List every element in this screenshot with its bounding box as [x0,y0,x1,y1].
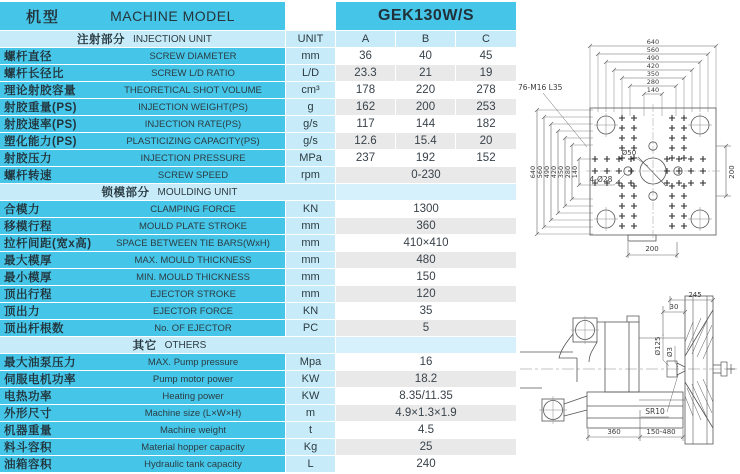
value-merged: 410×410 [336,235,517,252]
spec-row [0,286,517,303]
value-merged: 0-230 [336,167,517,184]
corner-holes-label: 4-Ø28 [589,175,613,184]
spec-row [0,235,517,252]
side-view-drawing [520,296,737,444]
section-title-cell [0,184,336,201]
label-en: SCREW L/D RATIO [151,67,235,79]
section-empty-cell [336,184,517,201]
dim-label: SR10 [645,407,665,416]
section-row-others [0,337,517,354]
value-c: 45 [456,48,517,65]
section-title-cn: 其它 [132,340,157,352]
side-view-dim-labels [607,291,701,436]
value-b: 220 [396,82,456,99]
value-b: 40 [396,48,456,65]
spec-row [0,99,517,116]
value-merged: 240 [336,456,517,473]
label-cn: 射胶压力 [4,153,52,165]
label-cn: 理论射胶容量 [4,85,76,97]
row-label-cell [0,116,286,133]
value-merged: 120 [336,286,517,303]
spec-row [0,218,517,235]
value-merged: 480 [336,252,517,269]
value-b: 192 [396,150,456,167]
bolt-hole-pattern [589,115,706,229]
section-title-en: INJECTION UNIT [133,33,212,45]
label-en: SPACE BETWEEN TIE BARS(WxH) [116,237,270,249]
section-title-cell [0,31,286,48]
row-label-cell [0,388,286,405]
spec-row [0,269,517,286]
row-label-cell [0,286,286,303]
unit-cell: KN [286,201,336,218]
machine-base [587,392,683,428]
column-header-a: A [336,31,396,48]
value-c: 20 [456,133,517,150]
row-label-cell [0,422,286,439]
header-gap-cell [286,2,336,31]
unit-cell: MPa [286,150,336,167]
dim-label: 640 [646,38,660,46]
model-label-en: MACHINE MODEL [110,8,235,24]
label-cn: 电热功率 [4,391,52,403]
unit-cell: KN [286,303,336,320]
model-header-row [0,2,517,31]
unit-cell: mm [286,269,336,286]
label-cn: 最小模厚 [4,272,52,284]
label-cn: 射胶重量(PS) [4,102,77,114]
column-header-b: B [396,31,456,48]
label-cn: 料斗容积 [4,442,52,454]
label-en: Hydraulic tank capacity [144,458,242,470]
row-label-cell [0,99,286,116]
spec-row [0,422,517,439]
unit-cell: Mpa [286,354,336,371]
platen-foot [628,235,656,241]
unit-cell: g/s [286,116,336,133]
unit-cell: m [286,405,336,422]
value-b: 15.4 [396,133,456,150]
dim-label: 280 [564,165,572,179]
value-merged: 5 [336,320,517,337]
value-merged: 4.5 [336,422,517,439]
label-cn: 移模行程 [4,221,52,233]
label-en: INJECTION WEIGHT(PS) [138,101,248,113]
value-merged: 360 [336,218,517,235]
label-en: SCREW SPEED [157,169,229,181]
value-c: 152 [456,150,517,167]
value-a: 12.6 [336,133,396,150]
spec-row [0,65,517,82]
label-en: Machine size (L×W×H) [144,407,242,419]
value-a: 36 [336,48,396,65]
unit-cell: g [286,99,336,116]
unit-cell: g/s [286,133,336,150]
unit-cell: mm [286,218,336,235]
label-cn: 机器重量 [4,425,52,437]
value-c: 19 [456,65,517,82]
label-cn: 伺服电机功率 [4,374,76,386]
label-cn: 顶出行程 [4,289,52,301]
section-row-injection [0,31,517,48]
spec-row [0,354,517,371]
dim-label: 420 [646,62,660,70]
label-cn: 最大油泵压力 [4,357,76,369]
spec-row [0,388,517,405]
dim-label: Ø125 [654,336,662,356]
row-label-cell [0,201,286,218]
dim-label: 200 [645,245,659,253]
label-cn: 射胶速率(PS) [4,119,77,131]
label-cn: 合模力 [4,204,40,216]
row-label-cell [0,354,286,371]
value-merged: 8.35/11.35 [336,388,517,405]
unit-cell: rpm [286,167,336,184]
model-label-cell [0,2,286,31]
value-a: 237 [336,150,396,167]
value-b: 144 [396,116,456,133]
label-cn: 塑化能力(PS) [4,136,77,148]
moving-platen [605,322,639,392]
label-en: INJECTION PRESSURE [140,152,246,164]
spec-row [0,82,517,99]
spec-row [0,252,517,269]
unit-cell: mm [286,252,336,269]
value-a: 162 [336,99,396,116]
row-label-cell [0,150,286,167]
label-en: Machine weight [159,424,226,436]
spec-table [0,2,517,473]
dim-label: 280 [646,78,660,86]
dim-label: 560 [536,165,544,179]
dim-label: 350 [557,165,565,179]
spec-row [0,371,517,388]
dim-label: 490 [543,165,551,179]
spec-row [0,405,517,422]
label-en: INJECTION RATE(PS) [144,118,242,130]
label-en: MOULD PLATE STROKE [138,220,248,232]
row-label-cell [0,82,286,99]
row-label-cell [0,456,286,473]
label-cn: 螺杆直径 [4,51,52,63]
section-title-cell [0,337,336,354]
row-label-cell [0,48,286,65]
label-en: Pump motor power [152,373,234,385]
value-a: 23.3 [336,65,396,82]
label-cn: 螺杆长径比 [4,68,64,80]
label-en: Heating power [162,390,224,402]
value-c: 278 [456,82,517,99]
row-label-cell [0,65,286,82]
unit-cell: mm [286,286,336,303]
label-en: Material hopper capacity [141,441,245,453]
label-en: No. OF EJECTOR [154,322,232,334]
value-c: 253 [456,99,517,116]
label-en: PLASTICIZING CAPACITY(PS) [126,135,260,147]
model-value: GEK130W/S [336,2,517,31]
value-merged: 35 [336,303,517,320]
unit-cell: mm [286,48,336,65]
dim-label: 245 [688,291,702,299]
spec-row [0,116,517,133]
dim-label: 30 [669,303,679,311]
label-en: MIN. MOULD THICKNESS [136,271,250,283]
dim-label: 140 [646,86,660,94]
row-label-cell [0,269,286,286]
unit-cell: cm³ [286,82,336,99]
spec-row [0,439,517,456]
value-merged: 1300 [336,201,517,218]
row-label-cell [0,167,286,184]
value-merged: 16 [336,354,517,371]
value-a: 117 [336,116,396,133]
column-header-c: C [456,31,517,48]
dim-label: 560 [646,46,660,54]
row-label-cell [0,303,286,320]
row-label-cell [0,218,286,235]
section-title-en: OTHERS [164,339,207,351]
value-merged: 150 [336,269,517,286]
label-en: EJECTOR FORCE [152,305,234,317]
bolt-pattern-label: 76-M16 L35 [518,83,563,92]
row-label-cell [0,405,286,422]
section-row-moulding [0,184,517,201]
spec-row [0,456,517,473]
value-merged: 4.9×1.3×1.9 [336,405,517,422]
unit-column-header: UNIT [286,31,336,48]
label-cn: 外形尺寸 [4,408,52,420]
section-title-en: MOULDING UNIT [157,186,238,198]
spec-row [0,133,517,150]
unit-cell: KW [286,371,336,388]
spec-row [0,303,517,320]
label-en: THEORETICAL SHOT VOLUME [124,84,262,96]
label-cn: 拉杆间距(宽x高) [4,238,92,250]
row-label-cell [0,252,286,269]
value-merged: 25 [336,439,517,456]
label-cn: 螺杆转速 [4,170,52,182]
row-label-cell [0,133,286,150]
label-en: MAX. MOULD THICKNESS [134,254,252,266]
value-b: 21 [396,65,456,82]
center-hole-label: Ø50 [621,149,637,157]
row-label-cell [0,320,286,337]
dim-label: 490 [646,54,660,62]
value-merged: 18.2 [336,371,517,388]
unit-cell: t [286,422,336,439]
spec-row [0,320,517,337]
label-en: CLAMPING FORCE [150,203,236,215]
label-cn: 最大模厚 [4,255,52,267]
dim-label: Ø3 [666,347,674,357]
label-en: EJECTOR STROKE [150,288,236,300]
dim-label: 200 [728,165,736,179]
unit-cell: PC [286,320,336,337]
row-label-cell [0,235,286,252]
label-cn: 顶出杆根数 [4,323,64,335]
row-label-cell [0,371,286,388]
label-cn: 油箱容积 [4,459,52,471]
dim-label: 150-480 [646,428,676,436]
spec-row [0,48,517,65]
dim-label: 360 [607,428,621,436]
spec-row [0,167,517,184]
value-a: 178 [336,82,396,99]
unit-cell: Kg [286,439,336,456]
section-title-cn: 注射部分 [77,34,126,46]
unit-cell: mm [286,235,336,252]
label-en: SCREW DIAMETER [149,50,237,62]
technical-drawings [517,0,740,474]
label-en: MAX. Pump pressure [147,356,239,368]
value-c: 182 [456,116,517,133]
label-cn: 顶出力 [4,306,40,318]
dim-label: 140 [571,165,579,179]
unit-cell: L [286,456,336,473]
unit-cell: L/D [286,65,336,82]
section-empty-cell [336,337,517,354]
section-title-cn: 锁模部分 [101,187,150,199]
model-label-cn: 机型 [26,8,61,26]
dim-label: 640 [529,165,537,179]
dim-label: 350 [646,70,660,78]
row-label-cell [0,439,286,456]
value-b: 200 [396,99,456,116]
dim-label: 420 [550,165,558,179]
unit-cell: KW [286,388,336,405]
spec-row [0,150,517,167]
spec-row [0,201,517,218]
